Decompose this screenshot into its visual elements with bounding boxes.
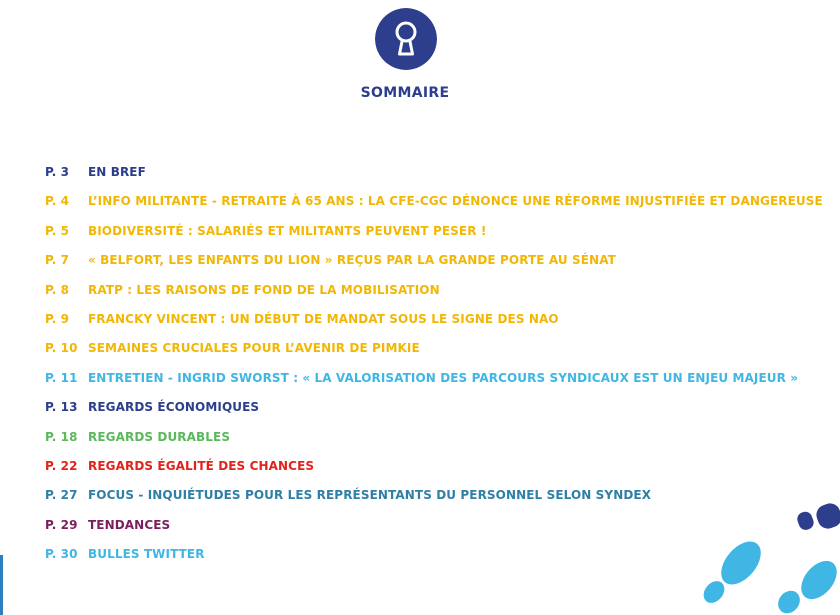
toc-entry-title: REGARDS ÉGALITÉ DES CHANCES [88, 458, 315, 473]
toc-page-number: P. 18 [45, 429, 78, 444]
toc-entry[interactable] [45, 310, 835, 339]
toc-page-number: P. 7 [45, 253, 70, 268]
toc-entry-title: ENTRETIEN - INGRID SWORST : « LA VALORISATION DES PARCOURS SYNDICAUX EST UN ENJEU MAJEUR » [88, 370, 799, 385]
toc-entry-title: FOCUS - INQUIÉTUDES POUR LES REPRÉSENTANTS DU PERSONNEL SELON SYNDEX [88, 488, 652, 503]
footprint-dark [795, 501, 840, 532]
toc-entry[interactable] [45, 281, 835, 310]
toc-entry[interactable] [45, 163, 835, 192]
toc-entry-title: REGARDS DURABLES [88, 429, 231, 444]
toc-entry-title: TENDANCES [88, 517, 171, 532]
toc-entry-title: RATP : LES RAISONS DE FOND DE LA MOBILISATION [88, 282, 440, 297]
toc-page-number: P. 9 [45, 311, 70, 326]
page-title: SOMMAIRE [360, 85, 450, 101]
toc-page-number: P. 30 [45, 547, 78, 562]
toc-entry[interactable] [45, 339, 835, 368]
footprint-light-left [700, 534, 769, 607]
toc-page-number: P. 4 [45, 194, 70, 209]
toc-entry[interactable] [45, 192, 835, 221]
toc-entry[interactable] [45, 222, 835, 251]
toc-entry-title: BIODIVERSITÉ : SALARIÉS ET MILITANTS PEUVENT PESER ! [88, 223, 487, 238]
toc-page-number: P. 3 [45, 165, 70, 179]
toc-page-number: P. 13 [45, 400, 78, 415]
toc-entry[interactable] [45, 398, 835, 427]
toc-entry[interactable] [45, 457, 835, 486]
toc-page-number: P. 29 [45, 517, 78, 532]
keyhole-icon [375, 8, 437, 70]
toc-page-number: P. 5 [45, 223, 70, 238]
toc-page-number: P. 8 [45, 282, 70, 297]
toc-entry-title: « BELFORT, LES ENFANTS DU LION » REÇUS PAR LA GRANDE PORTE AU SÉNAT [88, 253, 616, 268]
toc-entry[interactable] [45, 369, 835, 398]
toc-entry-title: L’INFO MILITANTE - RETRAITE À 65 ANS : LA CFE-CGC DÉNONCE UNE RÉFORME INJUSTIFIÉE ET DANGEREUSE [88, 194, 823, 209]
toc-entry[interactable] [45, 428, 835, 457]
toc-entry-title: EN BREF [88, 165, 146, 179]
toc-page-number: P. 27 [45, 488, 78, 503]
toc-entry[interactable] [45, 251, 835, 280]
toc-entry-title: BULLES TWITTER [88, 547, 205, 562]
toc-entry-title: FRANCKY VINCENT : UN DÉBUT DE MANDAT SOUS LE SIGNE DES NAO [88, 311, 559, 326]
toc-page-number: P. 22 [45, 458, 78, 473]
toc-entry-title: SEMAINES CRUCIALES POUR L’AVENIR DE PIMKIE [88, 341, 420, 356]
toc-page-number: P. 10 [45, 341, 78, 356]
toc-page-number: P. 11 [45, 370, 78, 385]
footprints-icon [700, 500, 840, 615]
toc-entry-title: REGARDS ÉCONOMIQUES [88, 400, 260, 415]
footprint-light-right [774, 554, 840, 615]
side-edge-mark [0, 555, 3, 615]
